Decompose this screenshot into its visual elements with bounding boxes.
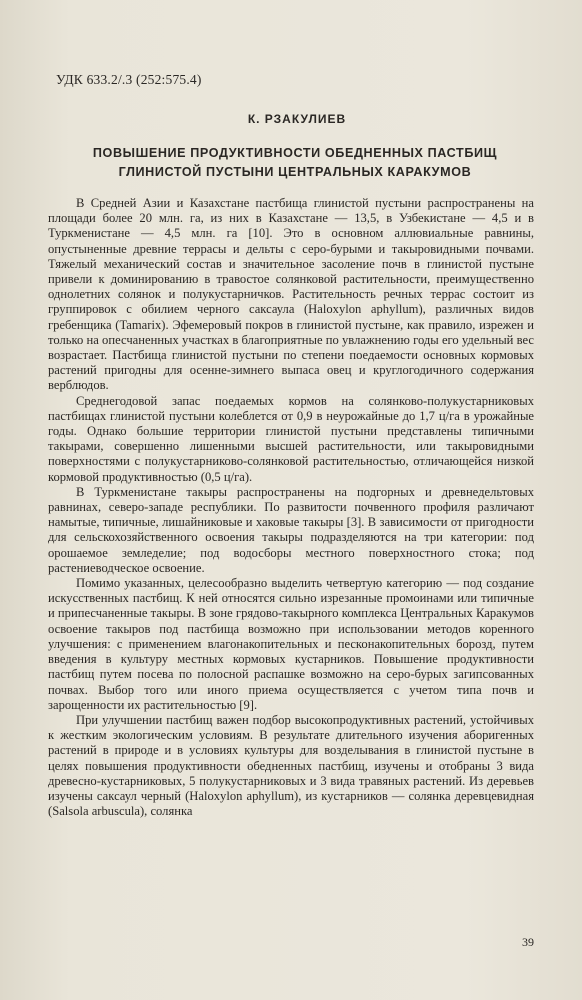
title-line-1: ПОВЫШЕНИЕ ПРОДУКТИВНОСТИ ОБЕДНЕННЫХ ПАСТБИЩ — [92, 146, 498, 160]
udk-code: УДК 633.2/.3 (252:575.4) — [56, 72, 202, 87]
author-name: К. РЗАКУЛИЕВ — [247, 112, 347, 126]
paragraph-2: Среднегодовой запас поедаемых кормов на солянково-полукустарниковых пастбищах глинистой пустыни колеблется от 0,9 в неурожайные до 1,7 ц/га в урожайные годы. Однако большие территории глинистой пустыни представлены типичными такырами, совершенно лишенными высшей растительности, или такыровидными поверхностями с полукустарниково-солянковой растительностью, отличающейся низкой кормовой продуктивностью (0,5 ц/га). — [48, 393, 534, 484]
page-number: 39 — [522, 935, 534, 949]
paragraph-3: В Туркменистане такыры распространены на подгорных и древнедельтовых равнинах, северо-западе республики. По развитости почвенного профиля различают намытые, типичные, лишайниковые и хаковые такыры [3]. В зависимости от пригодности для сельскохозяйственного освоения такыры подразделяются на три категории: под орошаемое земледелие; под водосборы местного поверхностного стока; под растениеводческое освоение. — [48, 484, 534, 575]
article-body — [48, 196, 534, 819]
paragraph-1: В Средней Азии и Казахстане пастбища глинистой пустыни распространены на площади более 20 млн. га, из них в Казахстане — 13,5, в Узбекистане — 4,5 и в Туркменистане — 4,5 млн. га [10]. Это в основном аллювиальные равнины, опустыненные древние террасы и дельты с серо-бурыми и такыровидными почвами. Тяжелый механический состав и значительное засоление почв в глинистой пустыне привели к доминированию в травостое солянковой растительности, преимущественно однолетних солянок и полукустарничков. Растительность речных террас состоит из группировок с обилием черного саксаула (Haloxylon aphyllum), различных видов гребенщика (Tamarix). Эфемеровый покров в глинистой пустыне, как правило, изрежен и только на опесчаненных участках в благоприятные по увлажнению годы его удельный вес возрастает. Пастбища глинистой пустыни по степени поедаемости основных кормовых растений пригодны для осенне-зимнего выпаса овец и круглогодичного содержания верблюдов. — [48, 196, 534, 393]
title-line-2: ГЛИНИСТОЙ ПУСТЫНИ ЦЕНТРАЛЬНЫХ КАРАКУМОВ — [118, 165, 472, 179]
paragraph-5: При улучшении пастбищ важен подбор высокопродуктивных растений, устойчивых к жестким экологическим условиям. В результате длительного изучения аборигенных растений в природе и в условиях культуры для возделывания в глинистой пустыне в целях повышения продуктивности обедненных пастбищ, изучены и отобраны 3 вида древесно-кустарниковых, 5 полукустарниковых и 3 вида травяных растений. Из деревьев изучены саксаул черный (Haloxylon aphyllum), из кустарников — солянка деревцевидная (Salsola arbuscula), солянка — [48, 712, 534, 819]
article-title — [36, 144, 554, 182]
paragraph-4: Помимо указанных, целесообразно выделить четвертую категорию — под создание искусственных пастбищ. К ней относятся сильно изрезанные промоинами или типичные и припесчаненные такыры. В зоне грядово-такырного комплекса Центральных Каракумов освоение такыров под пастбища возможно при использовании методов коренного улучшения: с применением влагонакопительных и песконакопительных борозд, путем введения в культуру местных кормовых кустарников. Повышение продуктивности пастбищ путем посева по полосной распашке возможно на серо-бурых загипсованных почвах. Выбор того или иного приема осуществляется с учетом типа почв и зарощенности их растительностью [9]. — [48, 576, 534, 712]
